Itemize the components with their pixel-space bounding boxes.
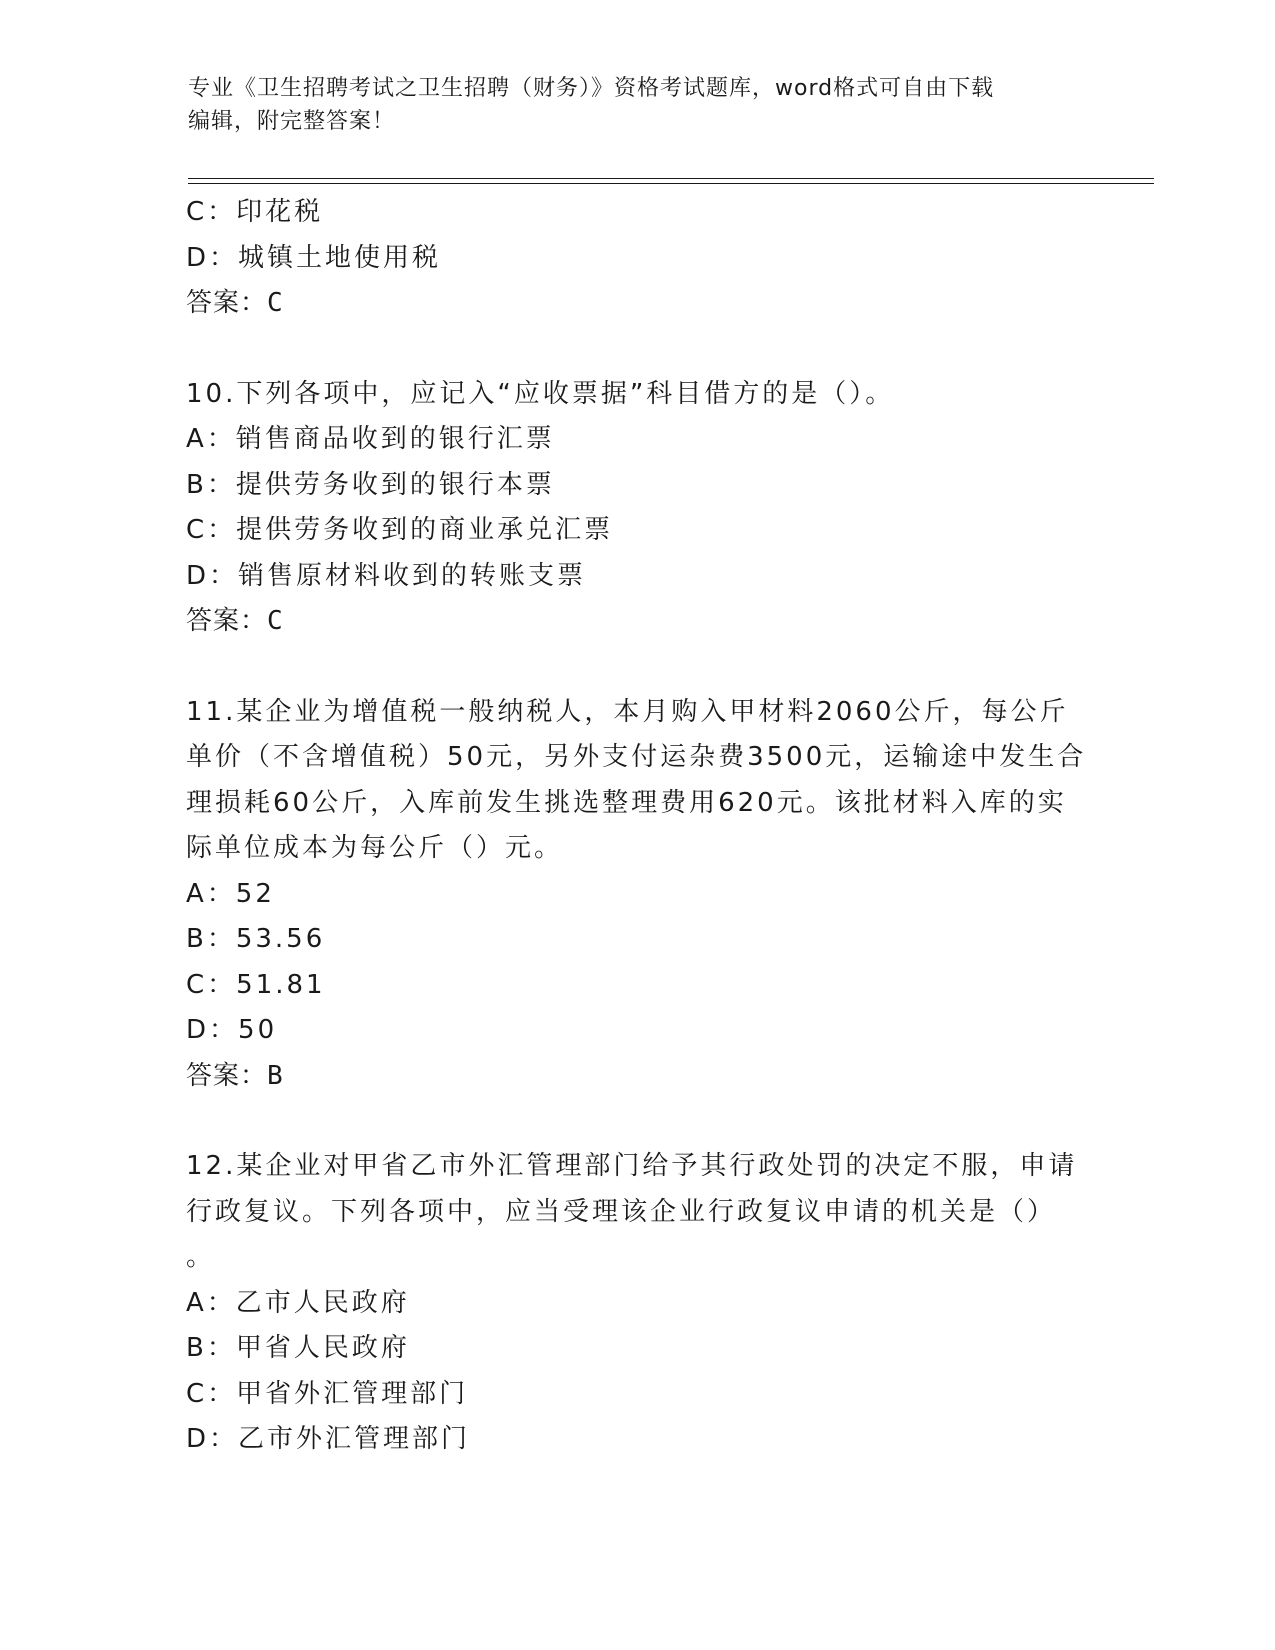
question-content [186,190,1086,1463]
previous-question-tail [186,190,1086,327]
header-divider [188,178,1154,179]
question-stem-line-3: 理损耗60公斤，入库前发生挑选整理费用620元。该批材料入库的实 [186,787,1067,818]
option-d: D：50 [186,1015,278,1045]
option-d: D：销售原材料收到的转账支票 [186,560,587,591]
question-stem-line-1: 12.某企业对甲省乙市外汇管理部门给予其行政处罚的决定不服，申请 [186,1151,1078,1181]
question-stem-line-4: 际单位成本为每公斤（）元。 [186,833,564,863]
option-b: B：提供劳务收到的银行本票 [186,469,555,500]
option-c: C：提供劳务收到的商业承兑汇票 [186,515,614,545]
question-stem-line-3: 。 [186,1242,216,1272]
header-line-1: 专业《卫生招聘考试之卫生招聘（财务）》资格考试题库，word格式可自由下载 [188,76,995,101]
question-stem-line-2: 单价（不含增值税）50元，另外支付运杂费3500元，运输途中发生合 [186,742,1087,772]
option-a: A：销售商品收到的银行汇票 [186,424,555,454]
question-11 [186,690,1086,1100]
option-d: D：乙市外汇管理部门 [186,1424,471,1454]
question-10 [186,372,1086,645]
option-c: C：甲省外汇管理部门 [186,1378,469,1409]
option-b: B：甲省人民政府 [186,1333,410,1363]
answer-line: 答案：C [186,288,284,318]
header-divider-double [188,183,1154,184]
question-12 [186,1144,1086,1463]
option-c: C：51.81 [186,969,326,1000]
question-stem-line-1: 11.某企业为增值税一般纳税人，本月购入甲材料2060公斤，每公斤 [186,696,1069,727]
option-c: C：印花税 [186,197,324,227]
option-a: A：乙市人民政府 [186,1287,410,1318]
document-header [188,72,1068,138]
header-line-2: 编辑，附完整答案！ [188,109,396,134]
question-stem: 10.下列各项中，应记入“应收票据”科目借方的是（）。 [186,378,895,409]
option-b: B：53.56 [186,924,326,954]
answer-line: 答案：C [186,606,284,636]
answer-line: 答案：B [186,1060,284,1091]
option-a: A：52 [186,878,275,909]
question-stem-line-2: 行政复议。下列各项中，应当受理该企业行政复议申请的机关是（） [186,1196,1057,1227]
option-d: D：城镇土地使用税 [186,242,442,273]
